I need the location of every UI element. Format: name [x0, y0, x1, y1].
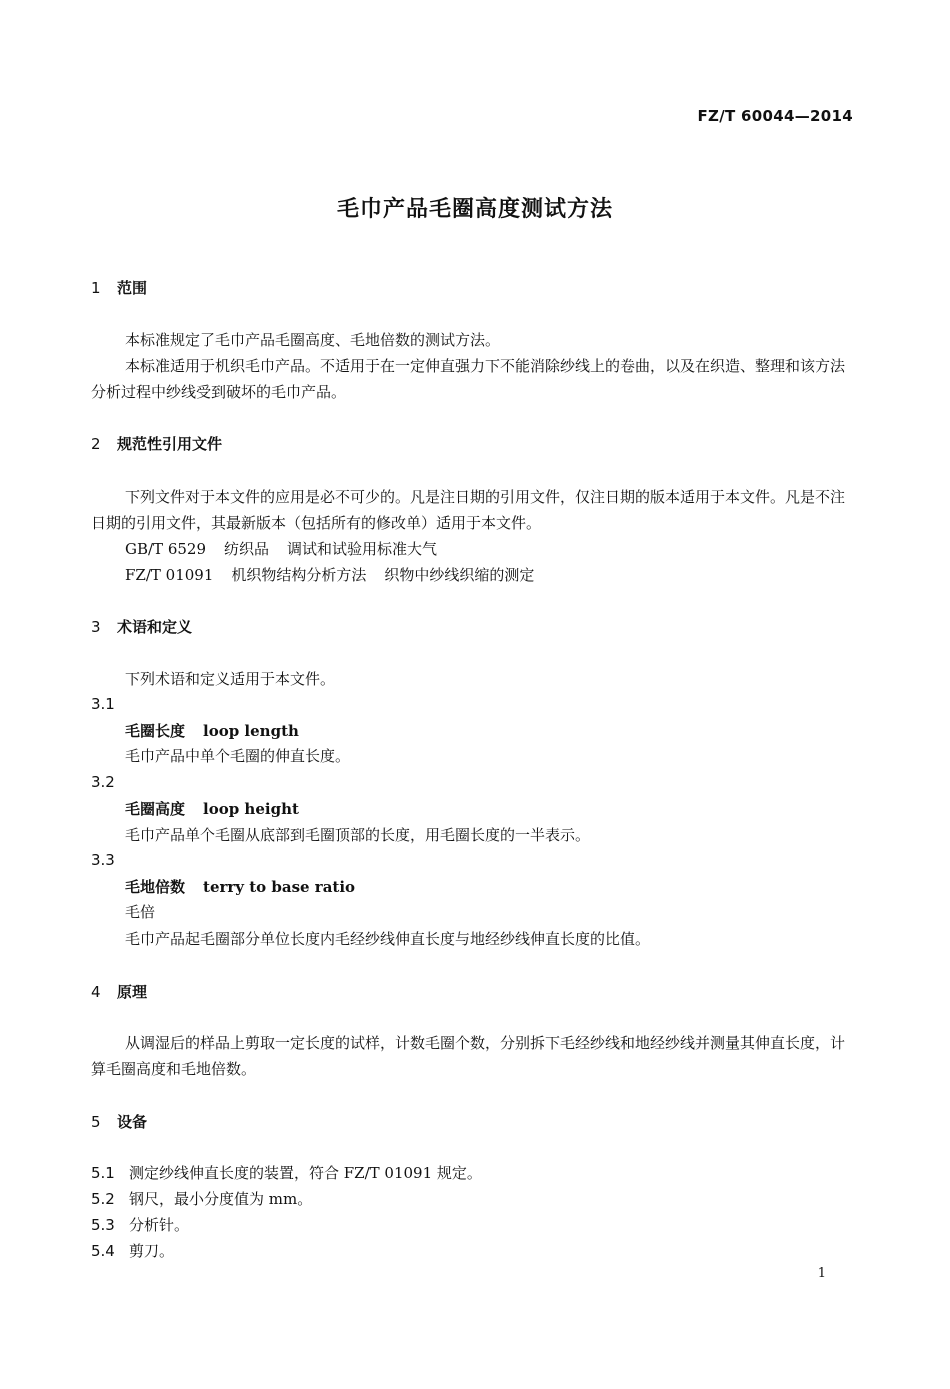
section-title: 规范性引用文件 [117, 435, 223, 453]
list-item [91, 1238, 174, 1264]
term-entry [125, 720, 299, 741]
paragraph [91, 353, 853, 405]
item-text: 钢尺，最小分度值为 mm。 [129, 1190, 313, 1208]
section-1-heading [91, 277, 147, 298]
section-title: 原理 [117, 983, 148, 1001]
section-2-heading [91, 433, 222, 454]
section-number: 3 [91, 618, 101, 636]
paragraph-text: 从调湿后的样品上剪取一定长度的试样，计数毛圈个数，分别拆下毛经纱线和地经纱线并测量其伸直长度，计算毛圈高度和毛地倍数。 [91, 1034, 846, 1078]
item-text: 测定纱线伸直长度的装置，符合 FZ/T 01091 规定。 [129, 1164, 482, 1182]
section-number: 5 [91, 1113, 101, 1131]
term-definition: 毛巾产品中单个毛圈的伸直长度。 [125, 747, 351, 765]
reference-title-part: 调试和试验用标准大气 [287, 540, 438, 558]
paragraph: 本标准规定了毛巾产品毛圈高度、毛地倍数的测试方法。 [125, 331, 501, 349]
section-number: 4 [91, 983, 101, 1001]
term-english: loop height [203, 800, 299, 818]
paragraph-text: 本标准适用于机织毛巾产品。不适用于在一定伸直强力下不能消除纱线上的卷曲，以及在织造、整理和该方法分析过程中纱线受到破坏的毛巾产品。 [91, 357, 846, 401]
standard-code: FZ/T 60044—2014 [697, 107, 853, 125]
reference-code: FZ/T 01091 [125, 566, 214, 584]
paragraph [91, 484, 853, 536]
term-definition: 毛巾产品单个毛圈从底部到毛圈顶部的长度，用毛圈长度的一半表示。 [125, 826, 591, 844]
list-item [91, 1212, 189, 1238]
list-item [91, 1160, 482, 1186]
section-number: 2 [91, 435, 101, 453]
item-text: 分析针。 [129, 1216, 190, 1234]
term-synonym: 毛倍 [125, 903, 156, 921]
clause-number: 3.2 [91, 773, 115, 791]
term-english: loop length [203, 722, 299, 740]
section-title: 范围 [117, 279, 148, 297]
paragraph [91, 1030, 853, 1082]
reference-title-part: 纺织品 [224, 540, 270, 558]
item-text: 剪刀。 [129, 1242, 175, 1260]
section-title: 术语和定义 [117, 618, 193, 636]
reference-code: GB/T 6529 [125, 540, 207, 558]
term-chinese: 毛圈长度 [125, 722, 186, 740]
reference-title-part: 机织物结构分析方法 [231, 566, 367, 584]
term-entry [125, 798, 299, 819]
term-chinese: 毛地倍数 [125, 878, 186, 896]
normative-reference [125, 536, 437, 562]
normative-reference [125, 562, 534, 588]
term-definition: 毛巾产品起毛圈部分单位长度内毛经纱线伸直长度与地经纱线伸直长度的比值。 [125, 930, 651, 948]
list-item [91, 1186, 312, 1212]
paragraph: 下列术语和定义适用于本文件。 [125, 670, 336, 688]
section-3-heading [91, 616, 192, 637]
page-number: 1 [817, 1266, 826, 1281]
item-number: 5.3 [91, 1216, 115, 1234]
clause-number: 3.1 [91, 695, 115, 713]
clause-number: 3.3 [91, 851, 115, 869]
paragraph-text: 下列文件对于本文件的应用是必不可少的。凡是注日期的引用文件，仅注日期的版本适用于本文件。凡是不注日期的引用文件，其最新版本（包括所有的修改单）适用于本文件。 [91, 488, 846, 532]
term-chinese: 毛圈高度 [125, 800, 186, 818]
document-title: 毛巾产品毛圈高度测试方法 [336, 197, 613, 222]
reference-title-part: 织物中纱线织缩的测定 [384, 566, 535, 584]
section-number: 1 [91, 279, 101, 297]
term-english: terry to base ratio [203, 878, 356, 896]
section-title: 设备 [117, 1113, 148, 1131]
item-number: 5.2 [91, 1190, 115, 1208]
item-number: 5.1 [91, 1164, 115, 1182]
section-5-heading [91, 1111, 147, 1132]
section-4-heading [91, 981, 147, 1002]
term-entry [125, 876, 355, 897]
item-number: 5.4 [91, 1242, 115, 1260]
